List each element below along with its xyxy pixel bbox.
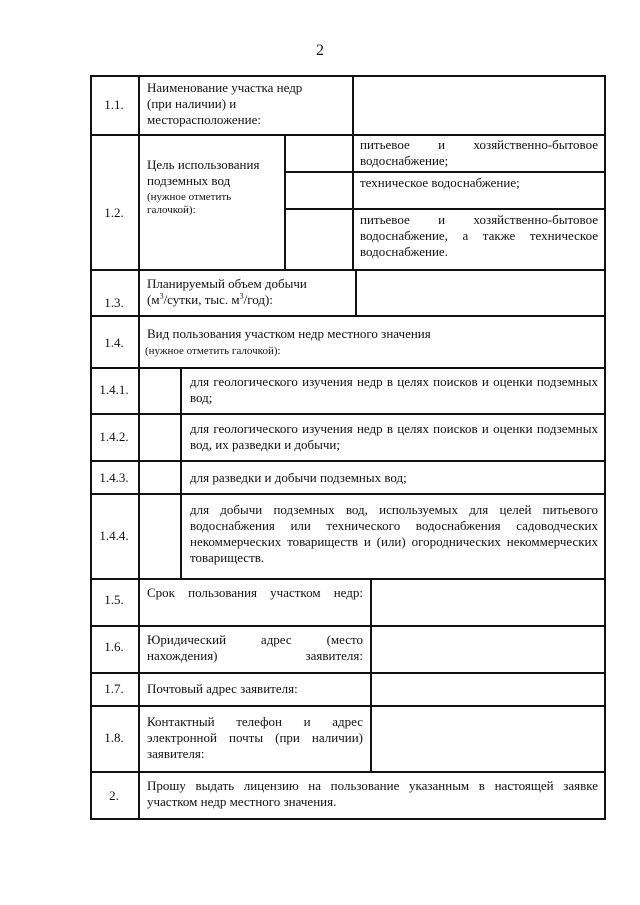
row-1-8-value-field[interactable] — [372, 707, 604, 771]
option-drinking-water: питьевое и хозяйственно-бытовое водоснабжение; — [360, 137, 598, 168]
application-form-table — [90, 75, 606, 820]
option-both-water: питьевое и хозяйственно-бытовое водоснабжение, а также техническое водоснабжение. — [360, 212, 598, 259]
table-border — [90, 75, 92, 820]
option-technical-water: техническое водоснабжение; — [360, 175, 520, 190]
row-number-2: 2. — [109, 788, 119, 803]
row-1-7-label: Почтовый адрес заявителя: — [147, 681, 298, 696]
row-number-1-8: 1.8. — [104, 730, 124, 745]
label-part: /сутки, тыс. м — [163, 292, 240, 307]
row-number-1-4-2: 1.4.2. — [99, 429, 129, 444]
row-1-5-value-field[interactable] — [372, 580, 604, 625]
superscript: 3 — [159, 291, 164, 301]
label-part: /год): — [243, 292, 273, 307]
row-1-6-value-field[interactable] — [372, 627, 604, 672]
table-border — [90, 315, 606, 317]
row-1-1-label — [147, 80, 302, 128]
checkbox-technical-water[interactable] — [286, 173, 352, 208]
label-line: Планируемый объем добычи — [147, 276, 307, 291]
row-1-3-label — [147, 276, 307, 308]
label-line — [147, 292, 307, 308]
row-number-1-4: 1.4. — [104, 335, 124, 350]
row-number-1-4-4: 1.4.4. — [99, 528, 129, 543]
option-1-4-2: для геологического изучения недр в целях поисков и оценки подземных вод, их разведки и добычи; — [190, 421, 598, 452]
row-1-4-hint: (нужное отметить галочкой): — [145, 345, 281, 357]
checkbox-drinking-water[interactable] — [286, 136, 352, 171]
checkbox-1-4-1[interactable] — [140, 369, 180, 413]
superscript: 3 — [239, 291, 244, 301]
row-1-7-value-field[interactable] — [372, 674, 604, 705]
row-number-1-5: 1.5. — [104, 592, 124, 607]
row-1-2-hint — [147, 191, 231, 217]
checkbox-1-4-3[interactable] — [140, 462, 180, 493]
table-border — [604, 75, 606, 820]
row-1-1-value-field[interactable] — [354, 77, 604, 134]
row-1-3-value-field[interactable] — [357, 271, 604, 315]
row-number-1-4-3: 1.4.3. — [99, 470, 129, 485]
row-2-request-text: Прошу выдать лицензию на пользование указанным в настоящей заявке участком недр местного значения. — [147, 778, 598, 809]
row-1-5-label: Срок пользования участком недр: — [147, 585, 363, 600]
checkbox-both-water[interactable] — [286, 210, 352, 269]
table-border — [180, 367, 182, 579]
label-part: (м — [147, 292, 160, 307]
row-number-1-1: 1.1. — [104, 97, 124, 112]
row-number-1-3: 1.3. — [104, 295, 124, 310]
checkbox-1-4-4[interactable] — [140, 495, 180, 578]
option-1-4-1: для геологического изучения недр в целях поисков и оценки подземных вод; — [190, 374, 598, 405]
row-1-2-label: Цель использования подземных вод — [147, 157, 260, 188]
page-number: 2 — [316, 42, 324, 59]
table-border — [90, 771, 606, 773]
row-1-4-label: Вид пользования участком недр местного значения — [147, 326, 431, 341]
checkbox-1-4-2[interactable] — [140, 415, 180, 460]
row-number-1-4-1: 1.4.1. — [99, 382, 129, 397]
label-line: месторасположение: — [147, 112, 261, 127]
row-number-1-6: 1.6. — [104, 639, 124, 654]
label-line: Наименование участка недр — [147, 80, 303, 95]
table-border — [90, 818, 606, 820]
option-1-4-3: для разведки и добычи подземных вод; — [190, 470, 407, 485]
option-1-4-4: для добычи подземных вод, используемых для целей питьевого водоснабжения или технического водоснабжения садоводческих некоммерческих товариществ и (или) огороднических некоммерческих товариществ. — [190, 502, 598, 565]
row-number-1-7: 1.7. — [104, 681, 124, 696]
row-1-6-label: Юридический адрес (место нахождения) заявителя: — [147, 632, 363, 663]
hint-line: галочкой): — [147, 204, 196, 216]
row-number-1-2: 1.2. — [104, 205, 124, 220]
table-border — [352, 134, 354, 270]
hint-line: (нужное отметить — [147, 191, 232, 203]
row-1-8-label: Контактный телефон и адрес электронной почты (при наличии) заявителя: — [147, 714, 363, 761]
label-line: (при наличии) и — [147, 96, 237, 111]
